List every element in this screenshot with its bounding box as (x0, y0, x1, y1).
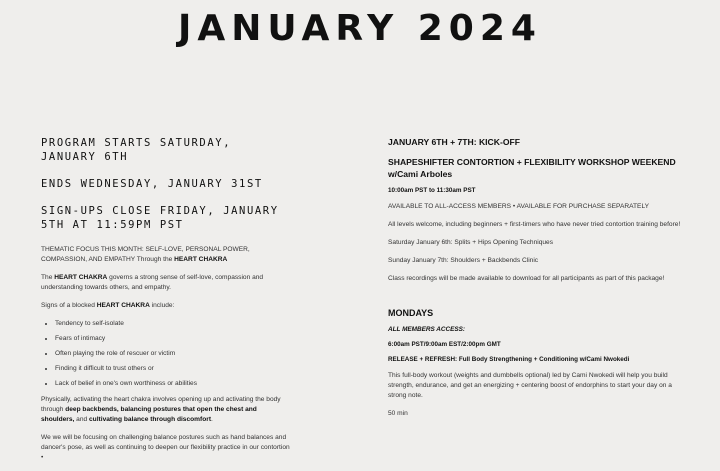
workshop-heading: SHAPESHIFTER CONTORTION + FLEXIBILITY WORKSHOP WEEKEND w/Cami Arboles (388, 157, 676, 179)
heart-chakra-desc-text: governs a strong sense of self-love, compassion and understanding towards others, and empathy. (41, 274, 264, 291)
list-item: • Fears of intimacy (55, 334, 291, 344)
workshop-sunday: Sunday January 7th: Shoulders + Backbends Clinic (388, 257, 539, 264)
physical-text-e: . (211, 416, 213, 423)
blocked-signs-list (41, 319, 291, 389)
thematic-focus-bold: HEART CHAKRA (174, 256, 228, 263)
page-title: JANUARY 2024 (178, 8, 542, 49)
physical-bold-d: cultivating balance through discomfort (89, 416, 212, 423)
workshop-time: 10:00am PST to 11:30am PST (388, 187, 476, 194)
mondays-heading: MONDAYS (388, 308, 434, 318)
physical-text-a: Physically, activating the heart chakra involves opening up and activating the body through (41, 396, 281, 413)
workshop-recordings: Class recordings will be made available to download for all participants as part of this package! (388, 275, 665, 282)
physical-bold-b: deep backbends, balancing postures that open the chest and shoulders, (41, 406, 257, 423)
blocked-signs-intro (41, 301, 291, 311)
thematic-focus-text: THEMATIC FOCUS THIS MONTH: SELF-LOVE, PERSONAL POWER, COMPASSION, AND EMPATHY Through the (41, 246, 250, 263)
mondays-duration: 50 min (388, 410, 408, 417)
list-item: • Finding it difficult to trust others or (55, 364, 291, 374)
mondays-class: RELEASE + REFRESH: Full Body Strengthening + Conditioning w/Cami Nwokedi (388, 356, 630, 363)
mondays-time: 6:00am PST/9:00am EST/2:00pm GMT (388, 341, 501, 348)
mondays-access: ALL MEMBERS ACCESS: (388, 326, 466, 333)
physical-text-c: and (74, 416, 90, 423)
program-end-heading: ENDS WEDNESDAY, JANUARY 31ST (41, 178, 263, 190)
workshop-levels: All levels welcome, including beginners + first-timers who have never tried contortion training before! (388, 221, 681, 228)
program-start-heading: PROGRAM STARTS SATURDAY, JANUARY 6TH (41, 137, 232, 163)
list-item: • Tendency to self-isolate (55, 319, 291, 329)
blocked-signs-prefix: Signs of a blocked (41, 302, 97, 309)
thematic-focus (41, 245, 291, 265)
kickoff-heading: JANUARY 6TH + 7TH: KICK-OFF (388, 137, 521, 147)
workshop-availability: AVAILABLE TO ALL-ACCESS MEMBERS • AVAILABLE FOR PURCHASE SEPARATELY (388, 203, 650, 210)
left-column (41, 136, 291, 471)
heart-chakra-description: The HEART CHAKRA governs a strong sense of self-love, compassion and understanding towards others, and empathy. (41, 274, 264, 291)
right-column (388, 136, 688, 427)
physical-description (41, 395, 291, 425)
mondays-description: This full-body workout (weights and dumbbells optional) led by Cami Nwokedi will help you build strength, endurance, and get an energizing + centering boost of endorphins to start your day on a strong note. (388, 372, 672, 399)
list-item: • Lack of belief in one's own worthiness or abilities (55, 379, 291, 389)
list-item: • Often playing the role of rescuer or victim (55, 349, 291, 359)
blocked-signs-suffix: include: (149, 302, 175, 309)
workshop-saturday: Saturday January 6th: Splits + Hips Opening Techniques (388, 239, 554, 246)
focus-description: We we will be focusing on challenging balance postures such as hand balances and dancer's pose, as well as continuing to deepen our flexibility practice in our contortion • (41, 434, 290, 461)
heart-chakra-bold: HEART CHAKRA (54, 274, 108, 281)
blocked-signs-bold: HEART CHAKRA (96, 302, 150, 309)
signup-close-heading: SIGN-UPS CLOSE FRIDAY, JANUARY 5TH AT 11:59PM PST (41, 205, 279, 231)
